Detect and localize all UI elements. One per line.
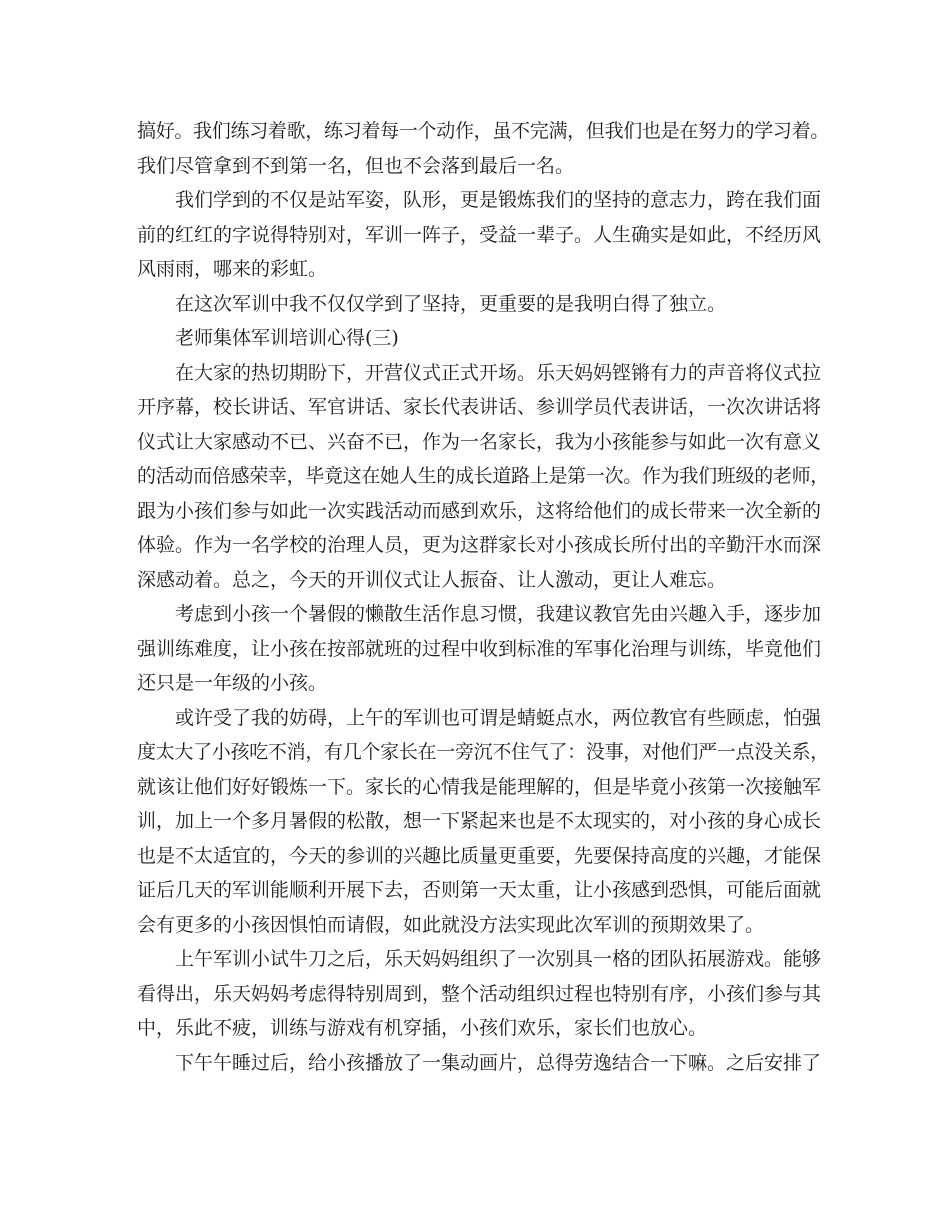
text-line: 度太大了小孩吃不消，有几个家长在一旁沉不住气了：没事，对他们严一点没关系， bbox=[137, 741, 830, 763]
text-line: 我们尽管拿到不到第一名，但也不会落到最后一名。 bbox=[137, 154, 575, 177]
text-line: 仪式让大家感动不已、兴奋不已，作为一名家长，我为小孩能参与如此一次有意义 bbox=[137, 430, 822, 453]
text-line: 中，乐此不疲，训练与游戏有机穿插，小孩们欢乐，家长们也放心。 bbox=[137, 1017, 708, 1039]
text-line: 就该让他们好好锻炼一下。家长的心情我是能理解的，但是毕竟小孩第一次接触军 bbox=[137, 775, 822, 798]
text-line: 还只是一年级的小孩。 bbox=[137, 672, 328, 694]
text-line: 风雨雨，哪来的彩虹。 bbox=[137, 258, 328, 280]
text-line: 深感动着。总之，今天的开训仪式让人振奋、让人激动，更让人难忘。 bbox=[137, 568, 727, 591]
text-line: 前的红红的字说得特别对，军训一阵子，受益一辈子。人生确实是如此，不经历风 bbox=[137, 223, 822, 246]
text-line: 体验。作为一名学校的治理人员，更为这群家长对小孩成长所付出的辛勤汗水而深 bbox=[137, 534, 822, 556]
text-line: 在这次军训中我不仅仅学到了坚持，更重要的是我明白得了独立。 bbox=[175, 292, 727, 315]
text-line: 训，加上一个多月暑假的松散，想一下紧起来也是不太现实的，对小孩的身心成长 bbox=[137, 810, 822, 832]
text-line: 或许受了我的妨碍，上午的军训也可谓是蜻蜓点水，两位教官有些顾虑，怕强 bbox=[175, 706, 822, 729]
text-line: 我们学到的不仅是站军姿，队形，更是锻炼我们的坚持的意志力，跨在我们面 bbox=[175, 189, 822, 211]
text-line: 证后几天的军训能顺利开展下去，否则第一天太重，让小孩感到恐惧，可能后面就 bbox=[137, 879, 822, 901]
text-line: 老师集体军训培训心得(三) bbox=[175, 327, 399, 349]
text-line: 考虑到小孩一个暑假的懒散生活作息习惯，我建议教官先由兴趣入手，逐步加 bbox=[175, 603, 822, 625]
text-line: 跟为小孩们参与如此一次实践活动而感到欢乐，这将给他们的成长带来一次全新的 bbox=[137, 499, 822, 522]
document-body bbox=[137, 114, 829, 1080]
text-line: 的活动而倍感荣幸，毕竟这在她人生的成长道路上是第一次。作为我们班级的老师， bbox=[137, 465, 830, 487]
text-line: 下午午睡过后，给小孩播放了一集动画片，总得劳逸结合一下嘛。之后安排了 bbox=[175, 1051, 822, 1074]
text-line: 强训练难度，让小孩在按部就班的过程中收到标准的军事化治理与训练，毕竟他们 bbox=[137, 637, 822, 660]
text-line: 搞好。我们练习着歌，练习着每一个动作，虽不完满，但我们也是在努力的学习着。 bbox=[137, 120, 830, 142]
text-line: 看得出，乐天妈妈考虑得特别周到，整个活动组织过程也特别有序，小孩们参与其 bbox=[137, 982, 822, 1005]
text-line: 开序幕，校长讲话、军官讲话、家长代表讲话、参训学员代表讲话，一次次讲话将 bbox=[137, 396, 822, 418]
text-line: 上午军训小试牛刀之后，乐天妈妈组织了一次别具一格的团队拓展游戏。能够 bbox=[175, 948, 822, 970]
text-line: 也是不太适宜的，今天的参训的兴趣比质量更重要，先要保持高度的兴趣，才能保 bbox=[137, 844, 822, 867]
text-line: 会有更多的小孩因惧怕而请假，如此就没方法实现此次军训的预期效果了。 bbox=[137, 913, 765, 936]
text-line: 在大家的热切期盼下，开营仪式正式开场。乐天妈妈铿锵有力的声音将仪式拉 bbox=[175, 361, 822, 384]
